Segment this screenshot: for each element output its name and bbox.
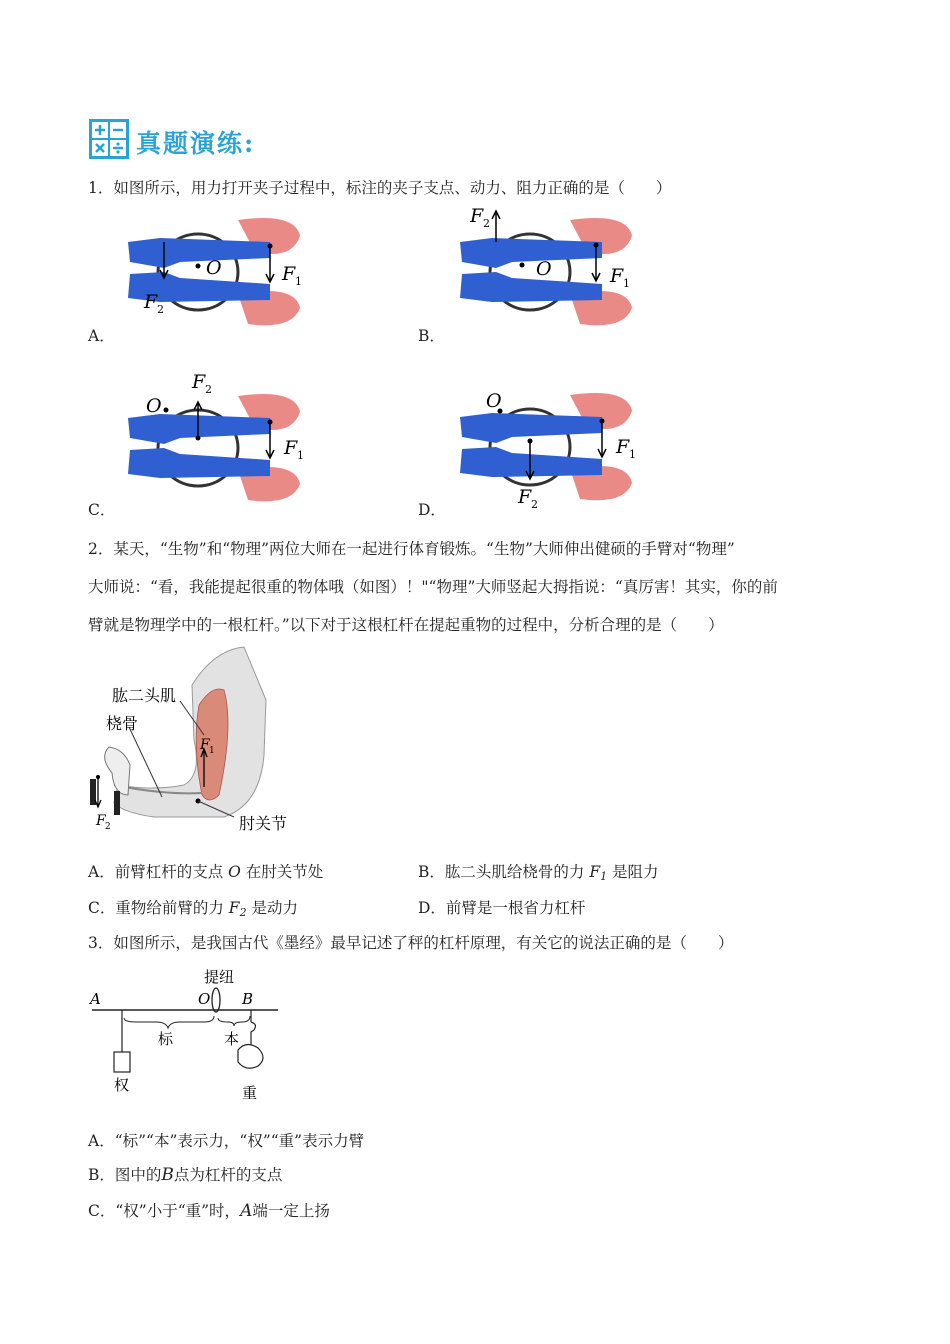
label-f1-sub: 1: [297, 449, 304, 462]
q1-figure-b: [452, 205, 642, 336]
q3-option-b[interactable]: B．图中的B点为杠杆的支点: [88, 1165, 283, 1185]
label-f2-sub: 2: [531, 498, 538, 511]
q1-option-c-label[interactable]: C．: [88, 501, 116, 519]
label-f2-sub: 2: [157, 303, 164, 316]
q1-option-a-label[interactable]: A．: [88, 327, 115, 345]
label-quan: 权: [114, 1076, 130, 1094]
q2-arm-figure: [84, 645, 314, 844]
label-o: O: [206, 257, 222, 279]
label-o: O: [536, 258, 552, 280]
label-f2: F: [518, 486, 532, 508]
q1-option-b-label[interactable]: B．: [418, 327, 445, 345]
label-biao: 标: [158, 1030, 174, 1048]
question-3-stem: 3．如图所示，是我国古代《墨经》最早记述了秤的杠杆原理，有关它的说法正确的是（ ）: [88, 934, 734, 952]
label-f1: F: [616, 436, 630, 458]
label-f1-sub: 1: [295, 275, 302, 288]
q2-option-c[interactable]: C．重物给前臂的力 $F_2$ 是动力: [88, 899, 298, 919]
label-ben: 本: [224, 1030, 240, 1048]
label-f1: F: [282, 263, 296, 285]
q1-option-d-label[interactable]: D．: [418, 501, 446, 519]
label-o: O: [146, 395, 162, 417]
label-elbow: 肘关节: [239, 814, 288, 833]
label-f1: F: [610, 265, 624, 287]
q3-steelyard-figure: [86, 962, 286, 1111]
label-f2-sub: 2: [483, 217, 490, 230]
label-f1-sub: 1: [629, 448, 636, 461]
label-f1: F: [284, 437, 298, 459]
question-1-stem: 1．如图所示，用力打开夹子过程中，标注的夹子支点、动力、阻力正确的是（ ）: [88, 179, 672, 197]
section-title: 真题演练:: [136, 129, 256, 158]
q1-figure-a: [120, 212, 310, 336]
label-f2: F: [470, 205, 484, 227]
label-a: A: [90, 990, 101, 1008]
label-f2: F: [144, 291, 158, 313]
label-tiniu: 提纽: [204, 968, 235, 986]
calculator-icon: [88, 118, 130, 160]
q2-option-d[interactable]: D．前臂是一根省力杠杆: [418, 899, 586, 917]
label-f2-sub: 2: [205, 383, 212, 396]
question-2-stem-line-2: 大师说：“看，我能提起很重的物体哦（如图）！"“物理”大师竖起大拇指说：“真厉害！其实，你的前: [88, 578, 778, 596]
label-o: O: [198, 990, 211, 1008]
question-2-stem-line-3: 臂就是物理学中的一根杠杆。”以下对于这根杠杆在提起重物的过程中，分析合理的是（ ）: [88, 616, 724, 634]
question-2-stem-line-1: 2．某天，“生物”和“物理”两位大师在一起进行体育锻炼。“生物”大师伸出健硕的手臂对“物理”: [88, 540, 735, 558]
q3-option-a[interactable]: A．“标”“本”表示力，“权”“重”表示力臂: [88, 1132, 365, 1150]
label-radius: 桡骨: [106, 714, 139, 733]
q2-option-a[interactable]: A．前臂杠杆的支点 O 在肘关节处: [88, 863, 324, 881]
label-f1: F: [200, 737, 210, 753]
label-zhong: 重: [242, 1084, 258, 1102]
label-o: O: [486, 390, 502, 412]
label-f1-sub: 1: [623, 277, 630, 290]
section-header: [88, 118, 130, 164]
q3-option-c[interactable]: C．“权”小于“重”时，A端一定上扬: [88, 1201, 330, 1221]
q2-option-b[interactable]: B．肱二头肌给桡骨的力 $F_1$ 是阻力: [418, 863, 659, 883]
label-b: B: [242, 990, 254, 1008]
q1-figure-d: [452, 385, 642, 519]
label-biceps: 肱二头肌: [112, 686, 177, 705]
label-f2: F: [192, 371, 206, 393]
label-f2-sub: 2: [105, 822, 111, 832]
label-f2: F: [96, 813, 106, 829]
q1-figure-c: [120, 368, 310, 512]
label-f1-sub: 1: [209, 746, 215, 756]
